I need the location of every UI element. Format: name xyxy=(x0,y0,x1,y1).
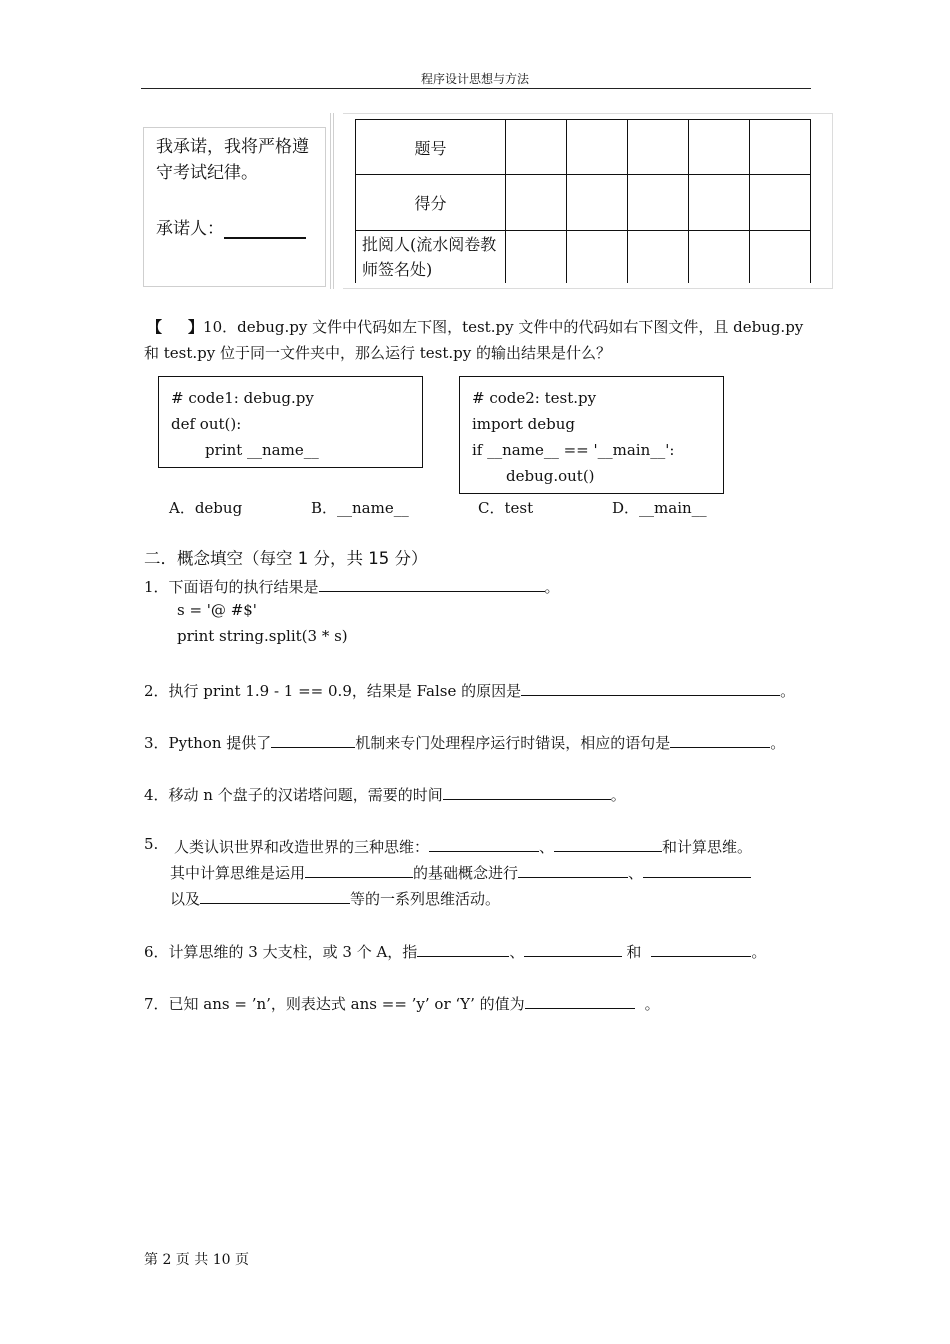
code-box-debug xyxy=(158,376,423,468)
answer-blank[interactable] xyxy=(417,940,509,957)
score-cell[interactable] xyxy=(628,120,689,175)
table-row xyxy=(356,120,811,175)
separator: 、 xyxy=(539,838,555,856)
code-line: import debug xyxy=(472,415,575,433)
question-5-text: 以及 xyxy=(170,890,201,908)
score-cell[interactable] xyxy=(506,231,567,284)
question-5-text: 人类认识世界和改造世界的三种思维： xyxy=(174,838,430,856)
code-line: # code1: debug.py xyxy=(171,389,314,407)
option-c[interactable]: C．test xyxy=(478,499,534,517)
answer-blank[interactable] xyxy=(518,861,628,878)
answer-blank[interactable] xyxy=(554,835,662,852)
score-cell[interactable] xyxy=(567,120,628,175)
row-label-score: 得分 xyxy=(356,175,506,231)
question-5-text: 等的一系列思维活动。 xyxy=(350,890,501,908)
section-2-title: 二．概念填空（每空 1 分，共 15 分） xyxy=(144,549,428,568)
question-5-text: 其中计算思维是运用 xyxy=(170,864,306,882)
table-row xyxy=(356,175,811,231)
option-d[interactable]: D．__main__ xyxy=(612,499,707,517)
code-line: print __name__ xyxy=(205,441,319,459)
code-line: debug.out() xyxy=(506,467,595,485)
row-label-grader: 批阅人(流水阅卷教师签名处) xyxy=(356,231,506,284)
question-3-end: 。 xyxy=(770,734,786,752)
answer-blank[interactable] xyxy=(670,731,770,748)
header-rule xyxy=(141,88,811,89)
question-6-text: 6．计算思维的 3 大支柱，或 3 个 A，指 xyxy=(144,943,418,961)
fill-question-1 xyxy=(144,575,560,597)
answer-blank[interactable] xyxy=(651,940,751,957)
code-line: s = '@ #$' xyxy=(177,601,257,619)
option-a[interactable]: A．debug xyxy=(169,499,243,517)
answer-blank[interactable] xyxy=(443,783,611,800)
score-cell[interactable] xyxy=(689,120,750,175)
score-cell[interactable] xyxy=(506,120,567,175)
score-table xyxy=(355,119,811,283)
answer-bracket-open: 【 xyxy=(147,318,163,336)
fill-question-2 xyxy=(144,679,795,701)
answer-bracket-close: 】 xyxy=(188,318,204,336)
pledge-box xyxy=(143,127,326,287)
fill-question-5-line2 xyxy=(170,861,751,883)
question-2-text: 2．执行 print 1.9 - 1 == 0.9，结果是 False 的原因是 xyxy=(144,682,522,700)
row-label-question-no: 题号 xyxy=(356,120,506,175)
option-b[interactable]: B．__name__ xyxy=(311,499,409,517)
score-cell[interactable] xyxy=(750,175,811,231)
answer-blank[interactable] xyxy=(200,887,350,904)
score-cell[interactable] xyxy=(750,231,811,284)
answer-blank[interactable] xyxy=(319,575,545,592)
fill-question-4 xyxy=(144,783,626,805)
code-line: # code2: test.py xyxy=(472,389,597,407)
question-3-text-a: 3．Python 提供了 xyxy=(144,734,272,752)
question-5-text: 的基础概念进行 xyxy=(413,864,519,882)
code-line: if __name__ == '__main__': xyxy=(472,441,675,459)
answer-blank[interactable] xyxy=(271,731,355,748)
question-5-text: 和计算思维。 xyxy=(662,838,753,856)
column-divider xyxy=(330,113,334,289)
separator: 、 xyxy=(628,864,644,882)
pledge-signer xyxy=(156,214,306,239)
code-box-test xyxy=(459,376,724,494)
score-cell[interactable] xyxy=(628,175,689,231)
code-line: def out(): xyxy=(171,415,242,433)
question-1-text: 1．下面语句的执行结果是 xyxy=(144,578,319,596)
question-2-end: 。 xyxy=(780,682,796,700)
fill-question-5-line1 xyxy=(174,835,752,857)
page-header: 程序设计思想与方法 xyxy=(420,72,529,86)
answer-blank[interactable] xyxy=(643,861,751,878)
answer-blank[interactable] xyxy=(525,992,635,1009)
score-cell[interactable] xyxy=(567,231,628,284)
question-6-and: 和 xyxy=(626,943,642,961)
score-cell[interactable] xyxy=(750,120,811,175)
separator: 、 xyxy=(509,943,525,961)
question-7-end: 。 xyxy=(644,995,660,1013)
question-10 xyxy=(144,314,804,366)
answer-blank[interactable] xyxy=(305,861,413,878)
pledge-text: 我承诺，我将严格遵守考试纪律。 xyxy=(156,137,309,183)
score-cell[interactable] xyxy=(689,175,750,231)
fill-question-5-line3 xyxy=(170,887,500,909)
score-cell[interactable] xyxy=(567,175,628,231)
table-row xyxy=(356,231,811,284)
question-10-line1: 10．debug.py 文件中代码如左下图，test.py 文件中的代码如右下图文件，且 debug.py xyxy=(203,318,804,336)
answer-blank[interactable] xyxy=(521,679,780,696)
question-10-line2: 和 test.py 位于同一文件夹中，那么运行 test.py 的输出结果是什么？ xyxy=(144,344,612,362)
fill-question-3 xyxy=(144,731,785,753)
code-line: print string.split(3 * s) xyxy=(177,627,348,645)
signature-blank[interactable] xyxy=(224,219,306,239)
question-1-end: 。 xyxy=(544,578,560,596)
question-4-text: 4．移动 n 个盘子的汉诺塔问题，需要的时间 xyxy=(144,786,443,804)
signer-label: 承诺人： xyxy=(156,219,224,239)
fill-question-7 xyxy=(144,992,660,1014)
question-6-end: 。 xyxy=(751,943,767,961)
fill-question-6 xyxy=(144,940,766,962)
page-footer: 第 2 页 共 10 页 xyxy=(144,1252,249,1268)
question-4-end: 。 xyxy=(610,786,626,804)
score-cell[interactable] xyxy=(506,175,567,231)
question-7-text: 7．已知 ans = ’n’，则表达式 ans == ’y’ or ‘Y’ 的值为 xyxy=(144,995,525,1013)
question-5-number: 5. xyxy=(144,835,159,853)
question-3-text-b: 机制来专门处理程序运行时错误，相应的语句是 xyxy=(355,734,671,752)
answer-blank[interactable] xyxy=(524,940,622,957)
answer-blank[interactable] xyxy=(429,835,539,852)
score-cell[interactable] xyxy=(689,231,750,284)
score-cell[interactable] xyxy=(628,231,689,284)
